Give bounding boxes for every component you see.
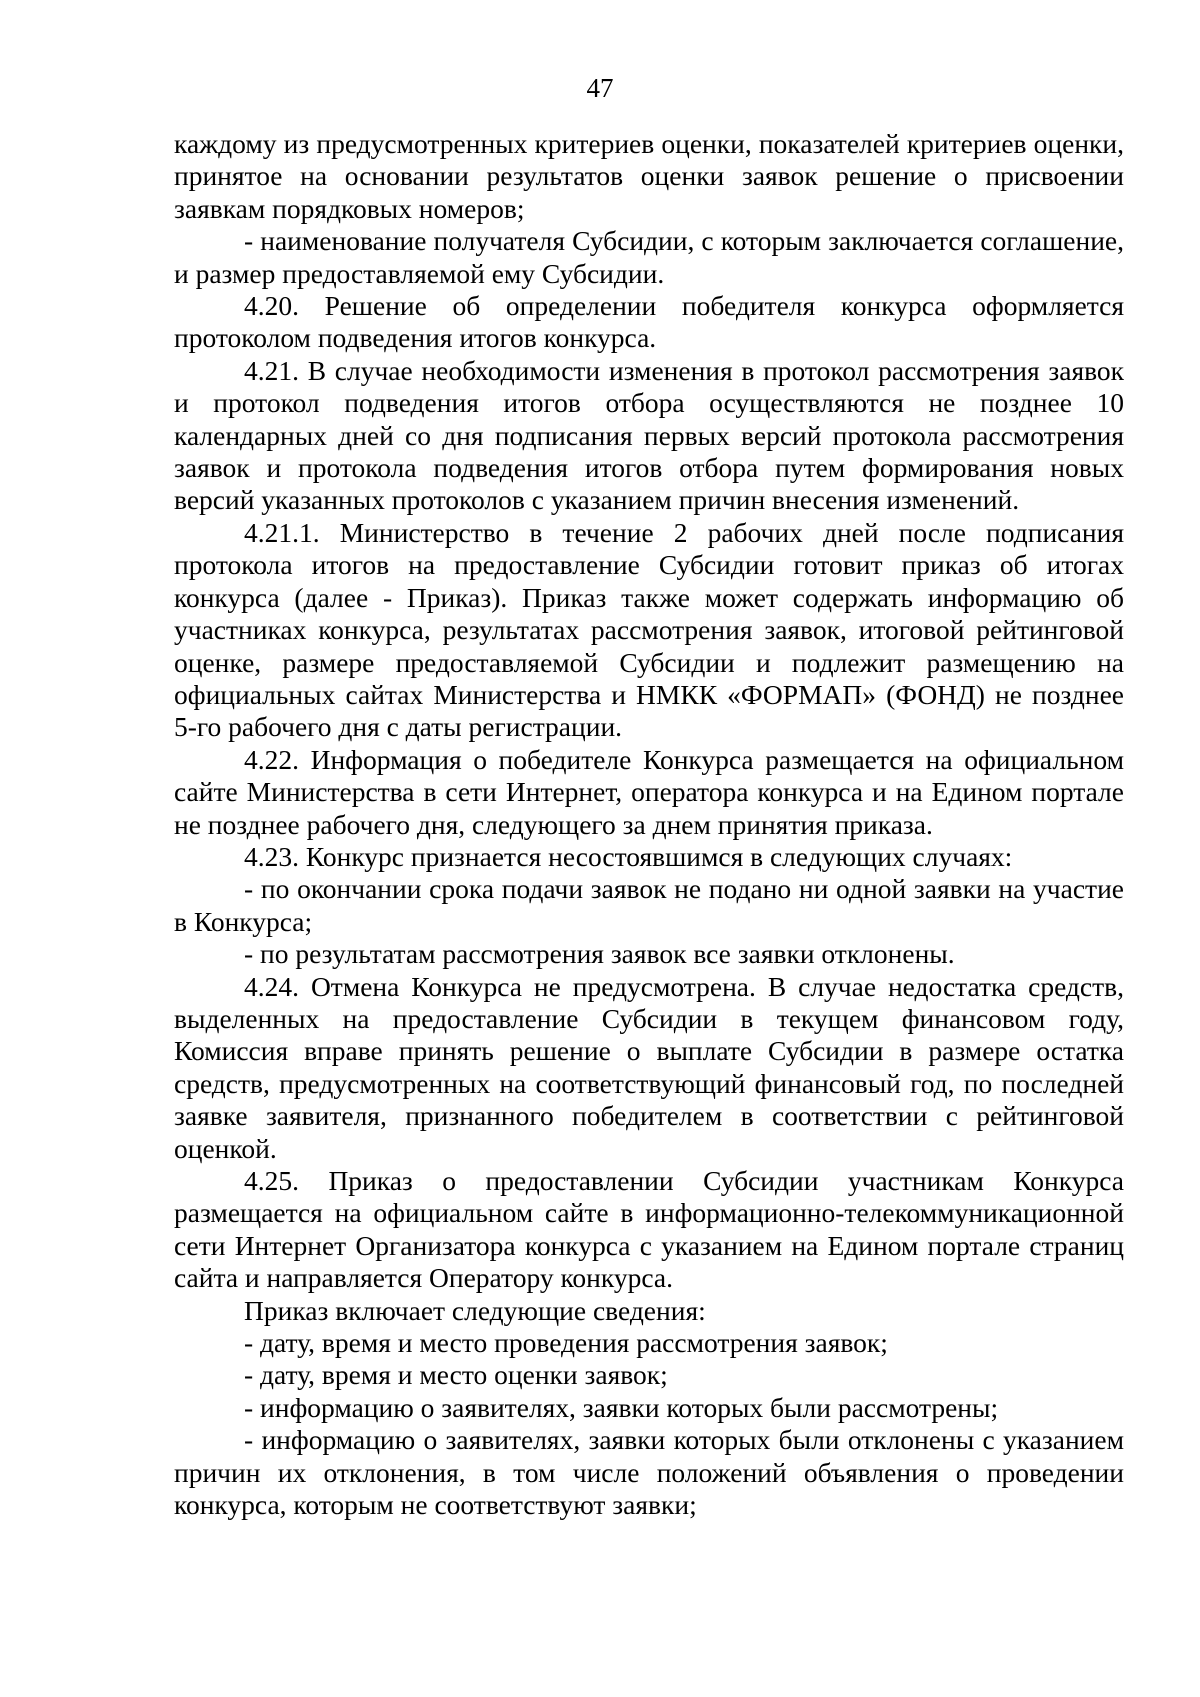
list-item-review-date: - дату, время и место проведения рассмотрения заявок; bbox=[244, 1327, 888, 1359]
list-item-rejected-applicants: - информацию о заявителях, заявки которых были отклонены с указанием причин их отклонения, в том числе положений объявления о проведении конкурса, которым не соответствуют заявки; bbox=[174, 1424, 1124, 1521]
paragraph-order-includes: Приказ включает следующие сведения: bbox=[244, 1294, 706, 1326]
page-number: 47 bbox=[586, 73, 614, 103]
paragraph-4-24: 4.24. Отмена Конкурса не предусмотрена. В случае недостатка средств, выделенных на предоставление Субсидии в текущем финансовом году, Комиссия вправе принять решение о выплате Субсидии в размере остатка средств, предусмотренных на соответствующий финансовый год, по последней заявке заявителя, признанного победителем в соответствии с рейтинговой оценкой. bbox=[174, 970, 1124, 1164]
list-item-evaluation-date: - дату, время и место оценки заявок; bbox=[244, 1359, 668, 1391]
paragraph-4-22: 4.22. Информация о победителе Конкурса размещается на официальном сайте Министерства в сети Интернет, оператора конкурса и на Едином портале не позднее рабочего дня, следующего за днем принятия приказа. bbox=[174, 743, 1124, 840]
document-body bbox=[174, 128, 1124, 1521]
paragraph-all-rejected: - по результатам рассмотрения заявок все заявки отклонены. bbox=[244, 938, 955, 970]
paragraph-4-20: 4.20. Решение об определении победителя конкурса оформляется протоколом подведения итогов конкурса. bbox=[174, 290, 1124, 354]
list-item-reviewed-applicants: - информацию о заявителях, заявки которых были рассмотрены; bbox=[244, 1391, 999, 1423]
paragraph-no-applications: - по окончании срока подачи заявок не подано ни одной заявки на участие в Конкурса; bbox=[174, 873, 1124, 937]
paragraph-4-25: 4.25. Приказ о предоставлении Субсидии участникам Конкурса размещается на официальном сайте в информационно-телекоммуникационной сети Интернет Организатора конкурса с указанием на Едином портале страниц сайта и направляется Оператору конкурса. bbox=[174, 1165, 1124, 1294]
paragraph-4-21: 4.21. В случае необходимости изменения в протокол рассмотрения заявок и протокол подведения итогов отбора осуществляются не позднее 10 календарных дней со дня подписания первых версий протокола рассмотрения заявок и протокола подведения итогов отбора путем формирования новых версий указанных протоколов с указанием причин внесения изменений. bbox=[174, 354, 1124, 516]
paragraph-4-21-1: 4.21.1. Министерство в течение 2 рабочих дней после подписания протокола итогов на предоставление Субсидии готовит приказ об итогах конкурса (далее - Приказ). Приказ также может содержать информацию об участниках конкурса, результатах рассмотрения заявок, итоговой рейтинговой оценке, размере предоставляемой Субсидии и подлежит размещению на официальных сайтах Министерства и НМКК «ФОРМАП» (ФОНД) не позднее 5-го рабочего дня с даты регистрации. bbox=[174, 516, 1124, 743]
paragraph-continuation: каждому из предусмотренных критериев оценки, показателей критериев оценки, принятое на основании результатов оценки заявок решение о присвоении заявкам порядковых номеров; bbox=[174, 128, 1124, 224]
paragraph-recipient-name: - наименование получателя Субсидии, с которым заключается соглашение, и размер предоставляемой ему Субсидии. bbox=[174, 225, 1124, 289]
paragraph-4-23: 4.23. Конкурс признается несостоявшимся в следующих случаях: bbox=[244, 840, 1013, 872]
